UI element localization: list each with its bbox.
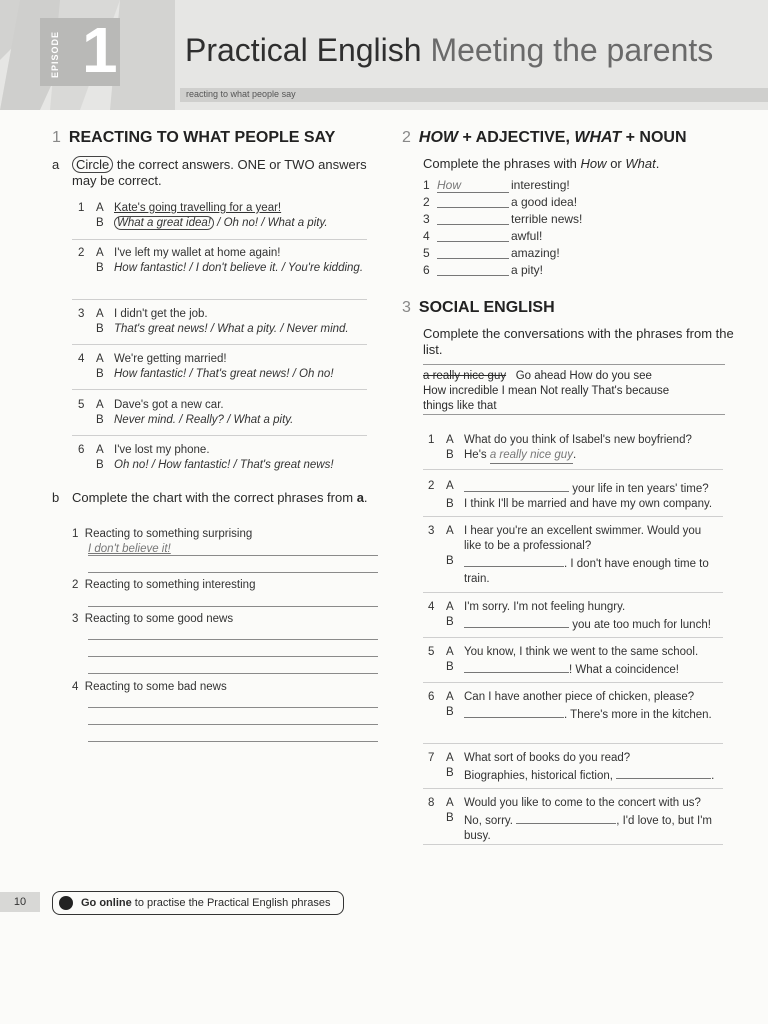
item-number: 7 <box>428 752 435 764</box>
conv-b-post: . I don't have enough time to train. <box>464 558 709 585</box>
section3-heading <box>402 299 555 317</box>
label-b: B <box>446 661 454 673</box>
go-online-link[interactable] <box>52 891 344 915</box>
chart-number: 2 <box>72 579 79 591</box>
answer-blank[interactable] <box>464 479 569 492</box>
instr-what: What <box>625 156 656 171</box>
item-number: 5 <box>78 399 85 411</box>
label-b: B <box>446 449 454 461</box>
conv-a: I hear you're an excellent swimmer. Would you like to be a professional? <box>464 525 702 552</box>
s1-item-1 <box>78 201 378 231</box>
divider <box>423 743 723 744</box>
s1-item-4 <box>78 352 378 382</box>
answer-blank[interactable] <box>437 246 509 259</box>
conv-b-post: . <box>711 770 715 782</box>
item-b-text: That's great news! / What a pity. / Never mind. <box>114 323 349 335</box>
title-adjective: + ADJECTIVE, <box>462 129 570 146</box>
item-number: 8 <box>428 797 435 809</box>
item-text: interesting! <box>511 178 570 192</box>
label-b: B <box>446 706 454 718</box>
title-noun: + NOUN <box>625 129 687 146</box>
episode-label: EPISODE <box>50 30 60 78</box>
item-text: amazing! <box>511 246 560 260</box>
s1-item-2 <box>78 246 368 276</box>
label-a: A <box>446 480 454 492</box>
chart-example-answer: I don't believe it! <box>88 543 171 555</box>
go-online-bold: Go online <box>81 897 132 909</box>
answer-line[interactable] <box>88 707 378 708</box>
answer-line[interactable] <box>88 639 378 640</box>
divider <box>423 516 723 517</box>
label-b: B <box>446 767 454 779</box>
item-text: a good idea! <box>511 195 578 209</box>
part-a-instruction <box>72 157 377 189</box>
item-number: 2 <box>78 247 85 259</box>
divider <box>423 592 723 593</box>
list-item <box>423 195 623 212</box>
chart-item-1 <box>72 527 377 557</box>
item-number: 6 <box>428 691 435 703</box>
section2-list <box>423 178 623 280</box>
label-a: A <box>446 646 454 658</box>
subtitle-bar <box>180 88 768 102</box>
label-b: B <box>96 368 104 380</box>
answer-line[interactable] <box>88 673 378 674</box>
phrase-used: a really nice guy <box>423 370 507 382</box>
s1-item-3 <box>78 307 378 337</box>
section1-heading <box>52 129 335 147</box>
section3-title: SOCIAL ENGLISH <box>418 299 555 316</box>
conv-4 <box>428 600 728 633</box>
conv-b-post: ! What a coincidence! <box>569 664 679 676</box>
item-a-text: Kate's going travelling for a year! <box>114 202 282 214</box>
label-b: B <box>96 323 104 335</box>
answer-blank[interactable] <box>464 554 564 567</box>
answer-blank[interactable] <box>437 263 509 276</box>
section3-number: 3 <box>402 299 411 316</box>
conv-b-pre: No, sorry. <box>464 815 513 827</box>
conv-b-post: you ate too much for lunch! <box>572 619 711 631</box>
part-b-end: . <box>363 490 368 505</box>
episode-number: 1 <box>82 14 118 86</box>
label-a: A <box>446 601 454 613</box>
conv-6 <box>428 690 728 723</box>
answer-line[interactable] <box>88 724 378 725</box>
item-number: 2 <box>428 480 435 492</box>
divider <box>423 844 723 845</box>
answer-blank[interactable] <box>464 660 569 673</box>
item-a-text: We're getting married! <box>114 353 227 365</box>
answer-blank[interactable] <box>464 705 564 718</box>
conv-3 <box>428 524 718 587</box>
part-b-bold: a <box>356 490 364 505</box>
divider <box>423 637 723 638</box>
chart-item-4 <box>72 680 377 695</box>
label-a: A <box>96 399 104 411</box>
label-b: B <box>96 217 104 229</box>
conv-a-post: your life in ten years' time? <box>572 483 709 495</box>
answer-blank[interactable]: How <box>437 178 509 193</box>
answer-blank[interactable] <box>437 195 509 208</box>
label-a: A <box>446 434 454 446</box>
conv-b-post: . <box>572 449 577 461</box>
title-what: WHAT <box>574 129 622 146</box>
label-b: B <box>96 459 104 471</box>
item-a-text: Dave's got a new car. <box>114 399 224 411</box>
label-a: A <box>446 797 454 809</box>
label-b: B <box>446 498 454 510</box>
label-b: B <box>96 262 104 274</box>
item-number: 1 <box>428 434 435 446</box>
label-a: A <box>446 752 454 764</box>
divider <box>72 344 367 345</box>
conv-b-post: . There's more in the kitchen. <box>564 709 712 721</box>
circle-word: Circle <box>72 156 113 173</box>
s1-item-6 <box>78 443 378 473</box>
conv-a: Would you like to come to the concert with us? <box>464 797 701 809</box>
answer-line[interactable] <box>88 555 378 556</box>
phrase-line: How incredible I mean Not really That's because <box>423 385 670 397</box>
phrase-line: things like that <box>423 400 497 412</box>
item-b-text: How fantastic! / I don't believe it. / You're kidding. <box>114 262 364 274</box>
list-item <box>423 178 623 195</box>
conv-1 <box>428 433 728 464</box>
page-title <box>185 32 713 69</box>
phrase-box-top <box>423 364 725 365</box>
answer-blank[interactable] <box>616 766 711 779</box>
label-a: A <box>96 247 104 259</box>
conv-a: You know, I think we went to the same school. <box>464 646 699 658</box>
part-b-instruction <box>72 490 372 506</box>
item-text: awful! <box>511 229 543 243</box>
item-b-text: / Oh no! / What a pity. <box>213 217 328 229</box>
item-number: 5 <box>428 646 435 658</box>
answer-line[interactable] <box>88 572 378 573</box>
divider <box>72 389 367 390</box>
conv-2 <box>428 479 728 512</box>
divider <box>72 435 367 436</box>
part-a-instruction-text: the correct answers. ONE or TWO answers may be correct. <box>72 157 367 188</box>
conv-a: What sort of books do you read? <box>464 752 631 764</box>
conv-b-post: , I'd love to, but I'm busy. <box>464 815 712 842</box>
answer-blank[interactable]: a really nice guy <box>490 448 573 464</box>
answer-blank[interactable] <box>437 229 509 242</box>
item-number: 4 <box>78 353 85 365</box>
chart-item-2 <box>72 578 377 593</box>
item-a-text: I've left my wallet at home again! <box>114 247 281 259</box>
part-b-letter: b <box>52 490 60 505</box>
instr-or: or <box>610 156 622 171</box>
page-number: 10 <box>0 892 40 912</box>
divider <box>423 682 723 683</box>
label-a: A <box>446 525 454 537</box>
item-b-text: Never mind. / Really? / What a pity. <box>114 414 294 426</box>
label-b: B <box>96 414 104 426</box>
chart-number: 4 <box>72 681 79 693</box>
answer-line[interactable] <box>88 741 378 742</box>
chart-item-3 <box>72 612 377 627</box>
label-a: A <box>96 202 104 214</box>
list-item <box>423 212 623 229</box>
item-a-text: I didn't get the job. <box>114 308 208 320</box>
conv-7 <box>428 751 728 784</box>
instr-start: Complete the phrases with <box>423 156 577 171</box>
item-text: a pity! <box>511 263 544 277</box>
item-text: terrible news! <box>511 212 583 226</box>
label-b: B <box>446 616 454 628</box>
section1-title: REACTING TO WHAT PEOPLE SAY <box>68 129 336 146</box>
label-a: A <box>96 353 104 365</box>
divider <box>423 469 723 470</box>
item-number: 3 <box>78 308 85 320</box>
item-a-text: I've lost my phone. <box>114 444 210 456</box>
answer-blank[interactable] <box>516 811 616 824</box>
list-item <box>423 246 623 263</box>
part-b-text: Complete the chart with the correct phrases from <box>72 490 354 505</box>
section1-number: 1 <box>52 129 61 146</box>
item-b-circled: What a great idea! <box>114 216 214 230</box>
title-how: HOW <box>418 129 459 146</box>
section2-number: 2 <box>402 129 411 146</box>
conv-5 <box>428 645 728 678</box>
chart-number: 1 <box>72 528 79 540</box>
item-b-text: How fantastic! / That's great news! / Oh no! <box>114 368 334 380</box>
label-a: A <box>96 444 104 456</box>
divider <box>72 239 367 240</box>
phrase-box <box>423 369 728 414</box>
title-sub: Meeting the parents <box>430 32 714 68</box>
item-number: 4 <box>428 601 435 613</box>
list-item <box>423 263 623 280</box>
s1-item-5 <box>78 398 378 428</box>
divider <box>423 788 723 789</box>
conv-a: What do you think of Isabel's new boyfriend? <box>464 434 692 446</box>
item-number: 3 <box>428 525 435 537</box>
go-online-text: to practise the Practical English phrases <box>134 897 331 909</box>
conv-8 <box>428 796 728 844</box>
label-b: B <box>446 555 454 567</box>
section2-instruction: Complete the phrases with How or What. <box>423 156 660 171</box>
item-number: 3 <box>423 212 430 226</box>
list-item <box>423 229 623 246</box>
answer-line[interactable] <box>88 606 378 607</box>
chart-label: Reacting to something surprising <box>84 528 253 540</box>
item-number: 2 <box>423 195 430 209</box>
subtitle: reacting to what people say <box>186 89 296 99</box>
online-arrow-icon <box>59 896 73 910</box>
answer-line[interactable] <box>88 656 378 657</box>
section3-instruction: Complete the conversations with the phrases from the list. <box>423 326 734 357</box>
chart-label: Reacting to some good news <box>84 613 234 625</box>
section2-heading <box>402 129 687 147</box>
label-a: A <box>96 308 104 320</box>
instr-how: How <box>580 156 607 171</box>
item-number: 5 <box>423 246 430 260</box>
chart-number: 3 <box>72 613 79 625</box>
chart-label: Reacting to something interesting <box>84 579 256 591</box>
item-number: 6 <box>423 263 430 277</box>
item-b-text: Oh no! / How fantastic! / That's great news! <box>114 459 334 471</box>
divider <box>72 299 367 300</box>
item-number: 1 <box>423 178 430 192</box>
conv-b-pre: Biographies, historical fiction, <box>464 770 613 782</box>
chart-label: Reacting to some bad news <box>84 681 227 693</box>
phrase-box-bottom <box>423 414 725 415</box>
conv-a: Can I have another piece of chicken, please? <box>464 691 695 703</box>
label-a: A <box>446 691 454 703</box>
conv-b-pre: He's <box>464 449 490 461</box>
part-a-letter: a <box>52 157 60 172</box>
label-b: B <box>446 812 454 824</box>
answer-blank[interactable] <box>437 212 509 225</box>
answer-blank[interactable] <box>464 615 569 628</box>
page-header <box>0 0 768 110</box>
conv-a: I'm sorry. I'm not feeling hungry. <box>464 601 626 613</box>
item-number: 6 <box>78 444 85 456</box>
item-number: 4 <box>423 229 430 243</box>
conv-b: I think I'll be married and have my own company. <box>464 498 713 510</box>
title-main: Practical English <box>185 32 422 68</box>
phrase-line: Go ahead How do you see <box>515 370 652 382</box>
item-number: 1 <box>78 202 85 214</box>
